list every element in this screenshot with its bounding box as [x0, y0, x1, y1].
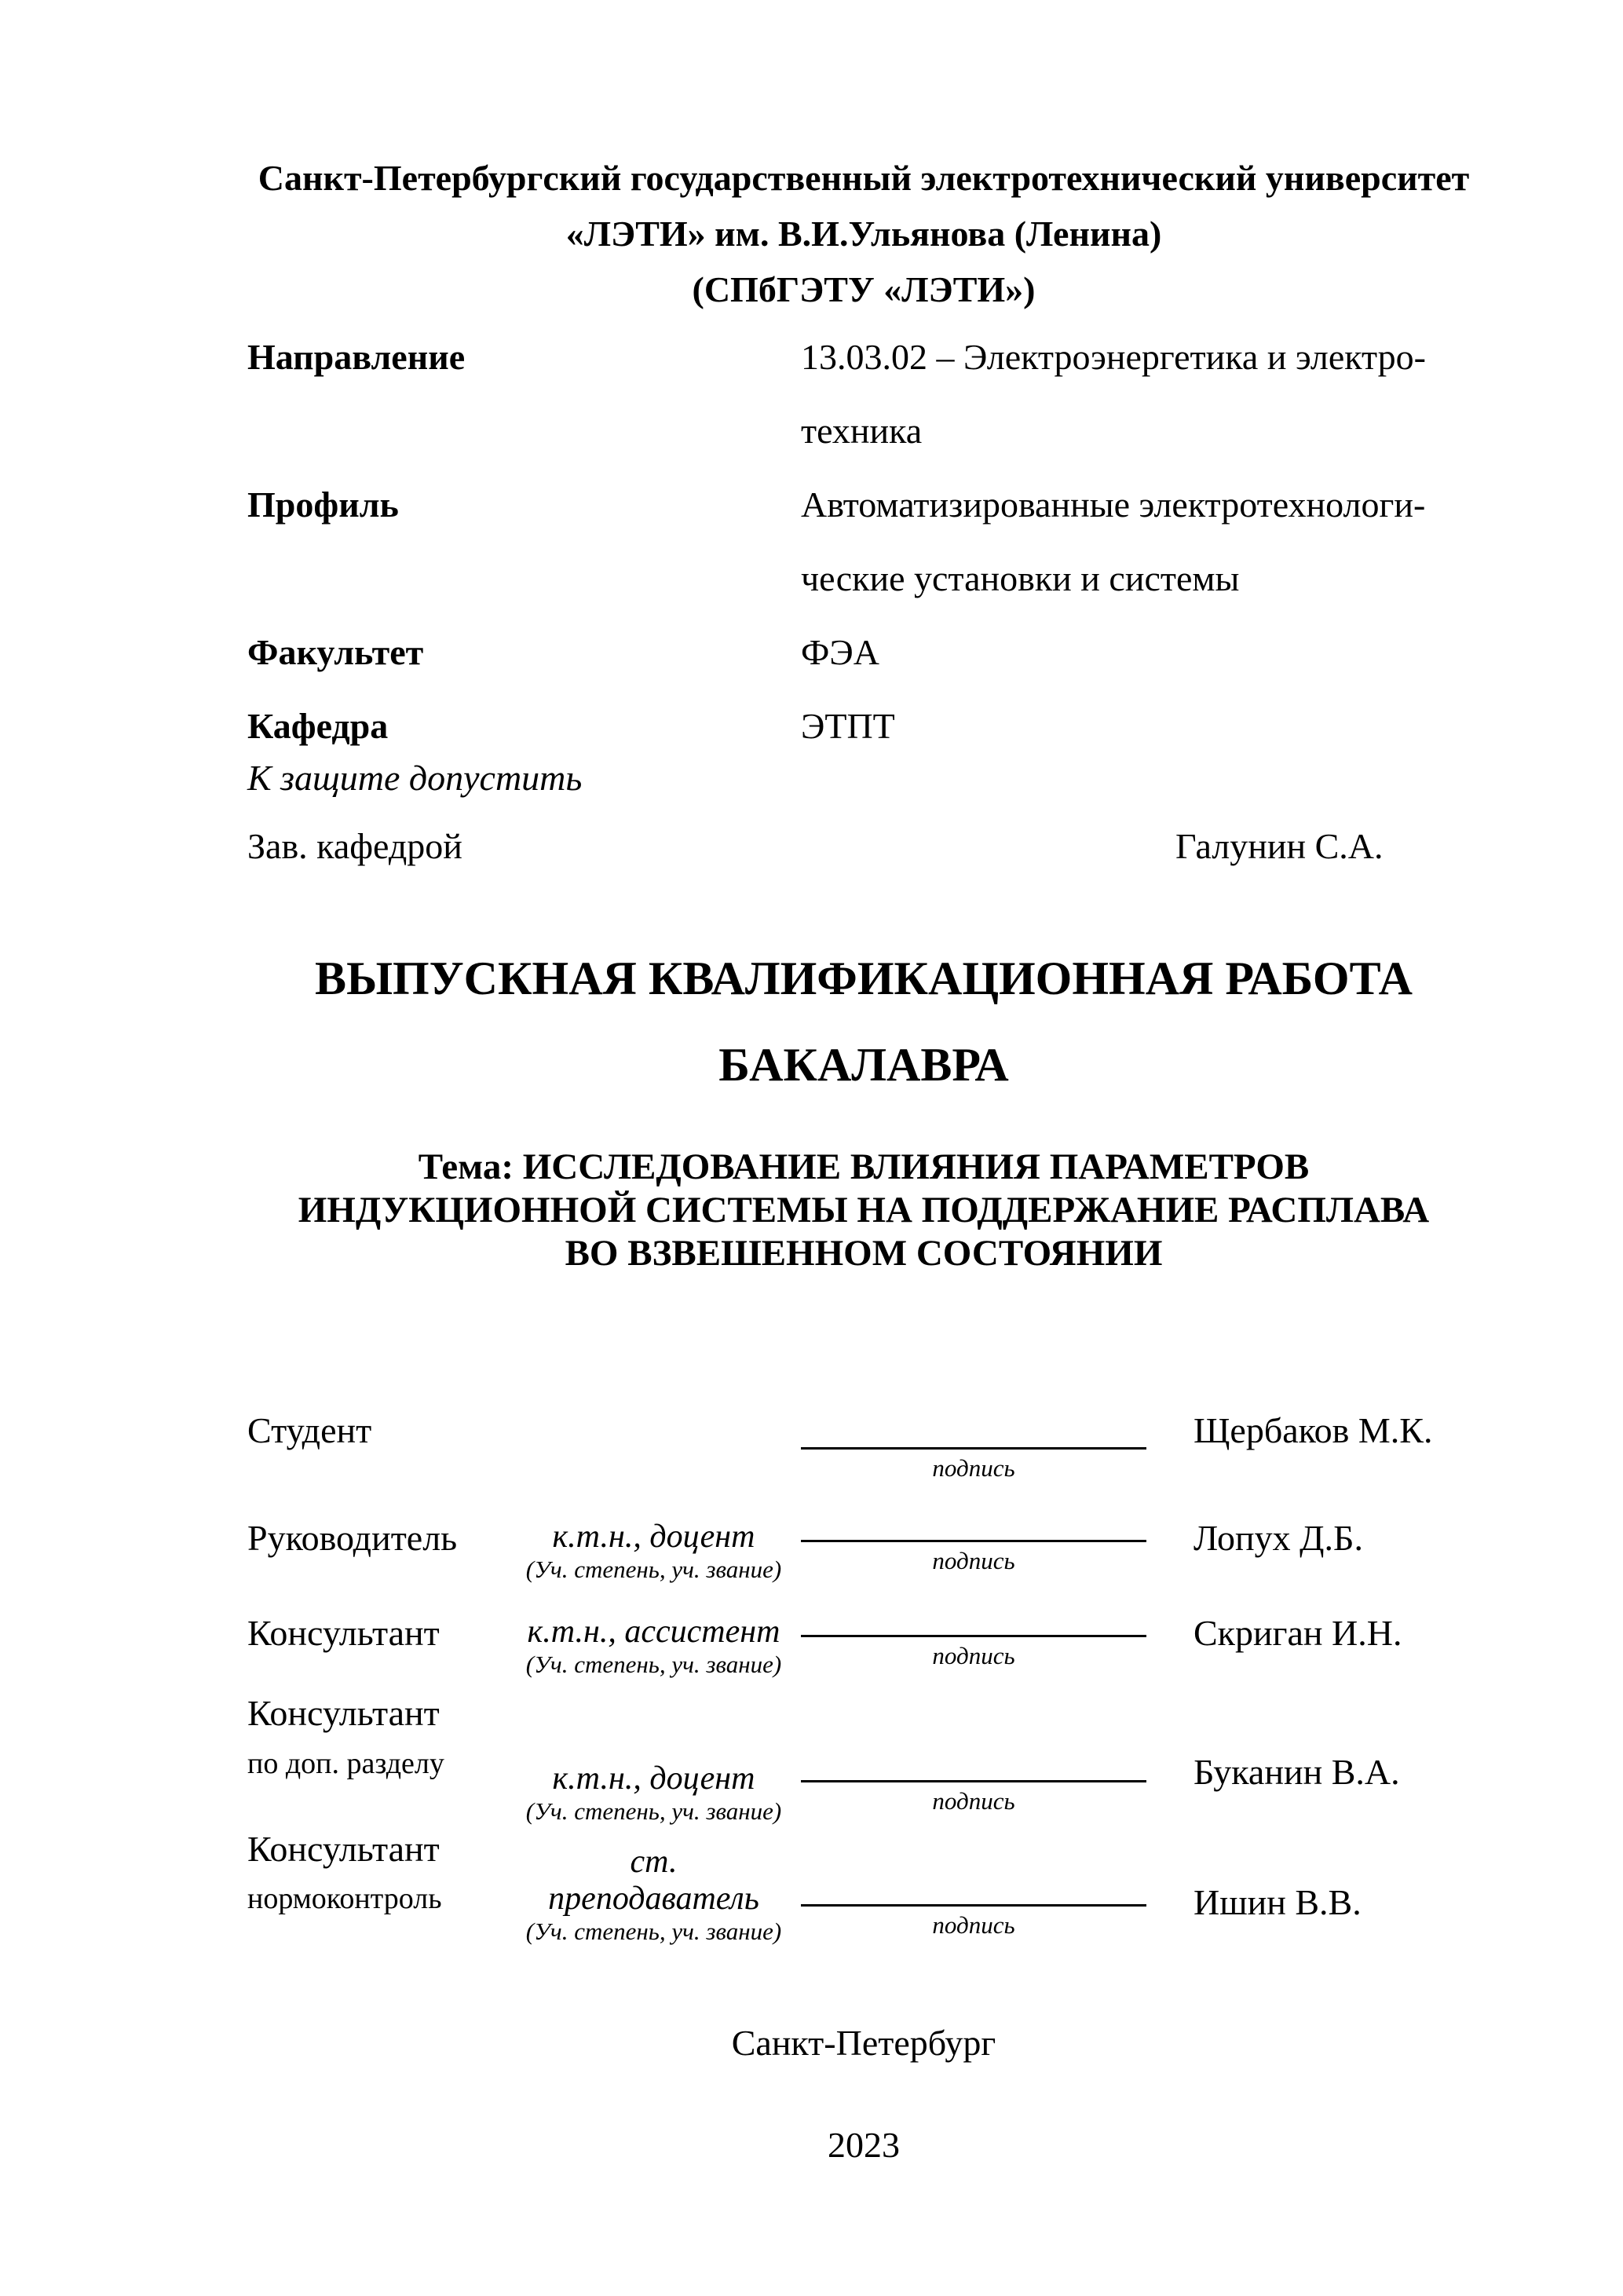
consultant1-qualification	[506, 1614, 801, 1679]
direction-value	[801, 320, 1480, 468]
consultant1-signature-line	[801, 1635, 1146, 1637]
faculty-label: Факультет	[247, 632, 424, 672]
info-row-direction	[247, 320, 1480, 468]
university-name-line3: (СПбГЭТУ «ЛЭТИ»)	[692, 269, 1036, 309]
supervisor-qualification	[506, 1519, 801, 1584]
supervisor-signature-field	[801, 1519, 1146, 1575]
consultant2-role-line2: по доп. разделу	[247, 1747, 444, 1780]
consultant1-signature-caption: подпись	[932, 1642, 1015, 1669]
signature-row-consultant2	[247, 1694, 1480, 1830]
supervisor-name: Лопух Д.Б.	[1193, 1518, 1363, 1558]
theme-line2: ИНДУКЦИОННОЙ СИСТЕМЫ НА ПОДДЕРЖАНИЕ РАСПЛАВА	[298, 1190, 1430, 1230]
consultant3-role-label	[247, 1830, 506, 1916]
signature-row-consultant3	[247, 1830, 1480, 1963]
supervisor-degree: к.т.н., доцент	[552, 1519, 755, 1555]
consultant1-degree-note: (Уч. степень, уч. звание)	[525, 1651, 782, 1678]
student-role-label: Студент	[247, 1410, 372, 1450]
consultant3-degree-line1: ст.	[630, 1844, 678, 1880]
consultant2-qualification	[506, 1760, 801, 1826]
info-row-profile	[247, 468, 1480, 616]
consultant1-degree: к.т.н., ассистент	[527, 1614, 780, 1650]
profile-value-line2: ческие установки и системы	[801, 558, 1240, 598]
student-name: Щербаков М.К.	[1193, 1410, 1433, 1450]
footer-city: Санкт-Петербург	[731, 2023, 996, 2063]
university-name-line2: «ЛЭТИ» им. В.И.Ульянова (Ленина)	[565, 214, 1162, 254]
consultant3-qualification	[506, 1844, 801, 1946]
student-signature-caption: подпись	[932, 1454, 1015, 1482]
department-head-label: Зав. кафедрой	[247, 826, 462, 866]
student-signature-field	[801, 1411, 1146, 1483]
consultant2-role-line1: Консультант	[247, 1693, 440, 1733]
department-label: Кафедра	[247, 706, 389, 746]
consultant1-signature-field	[801, 1614, 1146, 1670]
direction-label: Направление	[247, 337, 466, 377]
consultant3-signature-caption: подпись	[932, 1911, 1015, 1939]
work-title	[247, 935, 1480, 1108]
consultant3-role-line2: нормоконтроль	[247, 1882, 442, 1915]
university-name-line1: Санкт-Петербургский государственный электротехнический университет	[258, 158, 1470, 198]
theme-line3: ВО ВЗВЕШЕННОМ СОСТОЯНИИ	[565, 1233, 1163, 1274]
consultant2-role-label	[247, 1694, 506, 1781]
consultant3-signature-field	[801, 1830, 1146, 1940]
consultant2-name: Буканин В.А.	[1193, 1752, 1400, 1792]
consultant2-degree-note: (Уч. степень, уч. звание)	[525, 1797, 782, 1825]
consultant3-signature-line	[801, 1904, 1146, 1907]
consultant3-degree-note: (Уч. степень, уч. звание)	[525, 1918, 782, 1945]
signature-row-supervisor	[247, 1519, 1480, 1614]
faculty-value: ФЭА	[801, 632, 879, 672]
consultant2-degree: к.т.н., доцент	[552, 1760, 755, 1797]
consultant3-name: Ишин В.В.	[1193, 1882, 1362, 1922]
consultant2-signature-field	[801, 1694, 1146, 1815]
consultant1-name: Скриган И.Н.	[1193, 1613, 1402, 1653]
signature-block	[247, 1411, 1480, 1963]
consultant1-role-label: Консультант	[247, 1613, 440, 1653]
signature-row-student	[247, 1411, 1480, 1519]
admission-allow-line: К защите допустить	[247, 758, 583, 798]
department-head-name: Галунин С.А.	[1175, 826, 1384, 866]
profile-label: Профиль	[247, 484, 399, 525]
supervisor-signature-caption: подпись	[932, 1547, 1015, 1574]
program-info-table	[247, 320, 1480, 763]
info-row-faculty	[247, 616, 1480, 689]
footer	[247, 2021, 1480, 2166]
work-title-line2: БАКАЛАВРА	[718, 1039, 1009, 1091]
work-title-line1: ВЫПУСКНАЯ КВАЛИФИКАЦИОННАЯ РАБОТА	[315, 952, 1413, 1004]
direction-value-line1: 13.03.02 – Электроэнергетика и электро-	[801, 337, 1426, 377]
supervisor-role-label: Руководитель	[247, 1518, 458, 1558]
university-header	[247, 150, 1480, 317]
theme-line1: Тема: ИССЛЕДОВАНИЕ ВЛИЯНИЯ ПАРАМЕТРОВ	[418, 1146, 1310, 1187]
consultant2-signature-caption: подпись	[932, 1787, 1015, 1815]
footer-year: 2023	[828, 2125, 900, 2165]
profile-value-line1: Автоматизированные электротехнологи-	[801, 484, 1426, 525]
consultant2-signature-line	[801, 1780, 1146, 1782]
profile-value	[801, 468, 1480, 616]
consultant3-degree-line2: преподаватель	[548, 1881, 759, 1917]
supervisor-degree-note: (Уч. степень, уч. звание)	[525, 1556, 782, 1583]
consultant3-role-line1: Консультант	[247, 1829, 440, 1869]
direction-value-line2: техника	[801, 411, 923, 451]
signature-row-consultant1	[247, 1614, 1480, 1694]
admission-row	[247, 824, 1480, 868]
department-value: ЭТПТ	[801, 706, 895, 746]
info-row-department	[247, 689, 1480, 763]
supervisor-signature-line	[801, 1540, 1146, 1542]
theme-block	[247, 1146, 1480, 1275]
student-signature-line	[801, 1447, 1146, 1450]
